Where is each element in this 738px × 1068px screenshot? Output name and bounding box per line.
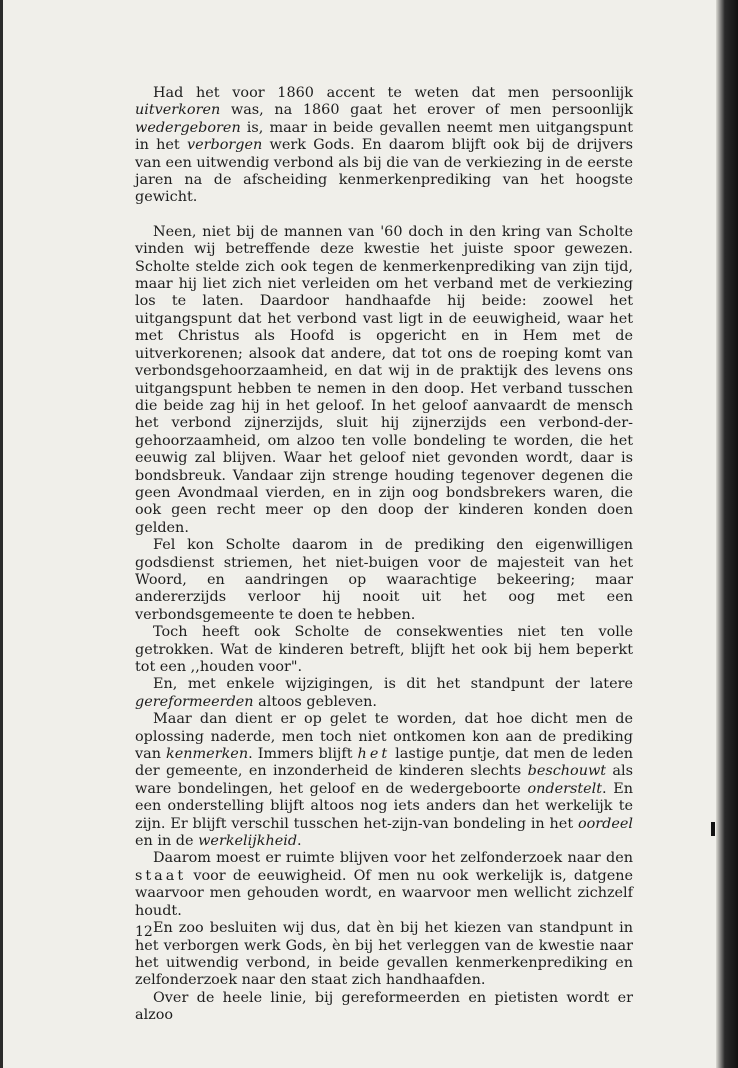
- emphasized-text: oordeel: [577, 815, 633, 832]
- text-run: Fel kon Scholte daarom in de prediking den eigenwilligen godsdienst striemen, het niet-buigen voor de majesteit van het Woord, en aandringen op waarachtige bekeering; maar andererzijds verloor hij nooit uit het oog met een verbondsgemeente te doen te hebben.: [135, 537, 633, 623]
- text-run: en in de: [135, 833, 199, 850]
- paragraph: [135, 676, 633, 711]
- text-run: was, na 1860 gaat het erover of men persoonlijk: [220, 102, 633, 119]
- paragraph: [135, 537, 633, 624]
- page-number: 12: [135, 924, 153, 940]
- margin-mark: [711, 822, 715, 836]
- text-run: is, maar in beide gevallen neemt men uitgangspunt in het: [135, 119, 633, 154]
- emphasized-text: werkelijkheid: [198, 833, 298, 850]
- body-text: [135, 85, 633, 1025]
- paragraph: [135, 224, 633, 537]
- paragraph: [135, 850, 633, 920]
- emphasized-text: het: [357, 746, 391, 763]
- text-run: altoos gebleven.: [253, 693, 377, 710]
- text-run: .: [297, 833, 302, 850]
- text-run: Over de heele linie, bij gereformeerden en pietisten wordt er alzoo: [135, 989, 633, 1024]
- text-run: voor de eeuwigheid. Of men nu ook werkelijk is, datgene waarvoor men gehouden wordt, en waarvoor men wellicht zichzelf houdt.: [135, 867, 633, 919]
- book-spine-edge: [716, 0, 738, 1068]
- text-run: als ware bondelingen, het geloof en de wedergeboorte: [135, 763, 633, 797]
- emphasized-text: wedergeboren: [135, 119, 241, 136]
- text-run: Neen, niet bij de mannen van '60 doch in den kring van Scholte vinden wij betreffende deze kwestie het juiste spoor gewezen. Scholte stelde zich ook tegen de kenmerkenprediking van zijn tijd, maar hij liet zich niet verleiden om het verband met de verkiezing los te laten. Daardoor handhaafde hij beide: zoowel het uitgangspunt dat het verbond vast ligt in de eeuwigheid, waar het met Christus als Hoofd is opgericht en in Hem met de uitverkorenen; alsook dat andere, dat tot ons de roeping komt van verbondsgehoorzaamheid, en dat wij in de praktijk des levens ons uitgangspunt hebben te nemen in den doop. Het verband tusschen die beide zag hij in het geloof. In het geloof aanvaardt de mensch het verbond zijnerzijds, sluit hij zijnerzijds een verbond-der-gehoorzaamheid, om alzoo ten volle bondeling te worden, die het eeuwig zal blijven. Waar het geloof niet gevonden wordt, daar is bondsbreuk. Vandaar zijn strenge houding tegenover degenen die geen Avondmaal vierden, en in zijn oog bondsbrekers waren, die ook geen recht meer op den doop der kinderen konden doen gelden.: [135, 223, 633, 536]
- text-run: En, met enkele wijzigingen, is dit het standpunt der latere: [153, 676, 633, 693]
- paragraph: [135, 85, 633, 207]
- emphasized-text: kenmerken: [166, 746, 249, 763]
- emphasized-text: uitverkoren: [135, 102, 221, 119]
- emphasized-text: onderstelt: [527, 780, 603, 797]
- text-run: Toch heeft ook Scholte de consekwenties niet ten volle getrokken. Wat de kinderen betreft, blijft het ook bij hem beperkt tot een ,,houden voor".: [135, 624, 633, 675]
- paragraph: [135, 624, 633, 676]
- text-run: Maar dan dient er op gelet te worden, dat hoe dicht men de oplossing naderde, men toch niet ontkomen kon aan de prediking van: [135, 711, 633, 763]
- text-run: werk Gods. En daarom blijft ook bij de drijvers van een uitwendig verbond als bij die van de verkiezing in de eerste jaren na de afscheiding kenmerkenprediking van het hoogste gewicht.: [135, 137, 633, 206]
- paragraph: [135, 990, 633, 1025]
- text-run: lastige puntje, dat men de leden der gemeente, en inzonderheid de kinderen slechts: [135, 746, 633, 780]
- text-run: . Immers blijft: [248, 746, 358, 763]
- text-run: Had het voor 1860 accent te weten dat men persoonlijk: [153, 85, 633, 101]
- emphasized-text: beschouwt: [527, 763, 607, 780]
- text-run: En zoo besluiten wij dus, dat èn bij het kiezen van standpunt in het verborgen werk Gods, èn bij het verleggen van de kwestie naar het uitwendig verbond, in beide gevallen kenmerkenprediking en zelfonderzoek naar den staat zich handhaafden.: [135, 920, 633, 989]
- emphasized-text: verborgen: [187, 137, 263, 154]
- emphasized-text: staat: [135, 867, 187, 884]
- paragraph: [135, 920, 633, 990]
- emphasized-text: gereformeerden: [135, 693, 254, 710]
- paragraph: [135, 711, 633, 850]
- text-run: Daarom moest er ruimte blijven voor het zelfonderzoek naar den: [153, 850, 633, 867]
- text-run: . En een onderstelling blijft altoos nog iets anders dan het werkelijk te zijn. Er blijft verschil tusschen het-zijn-van bondeling in het: [135, 780, 634, 832]
